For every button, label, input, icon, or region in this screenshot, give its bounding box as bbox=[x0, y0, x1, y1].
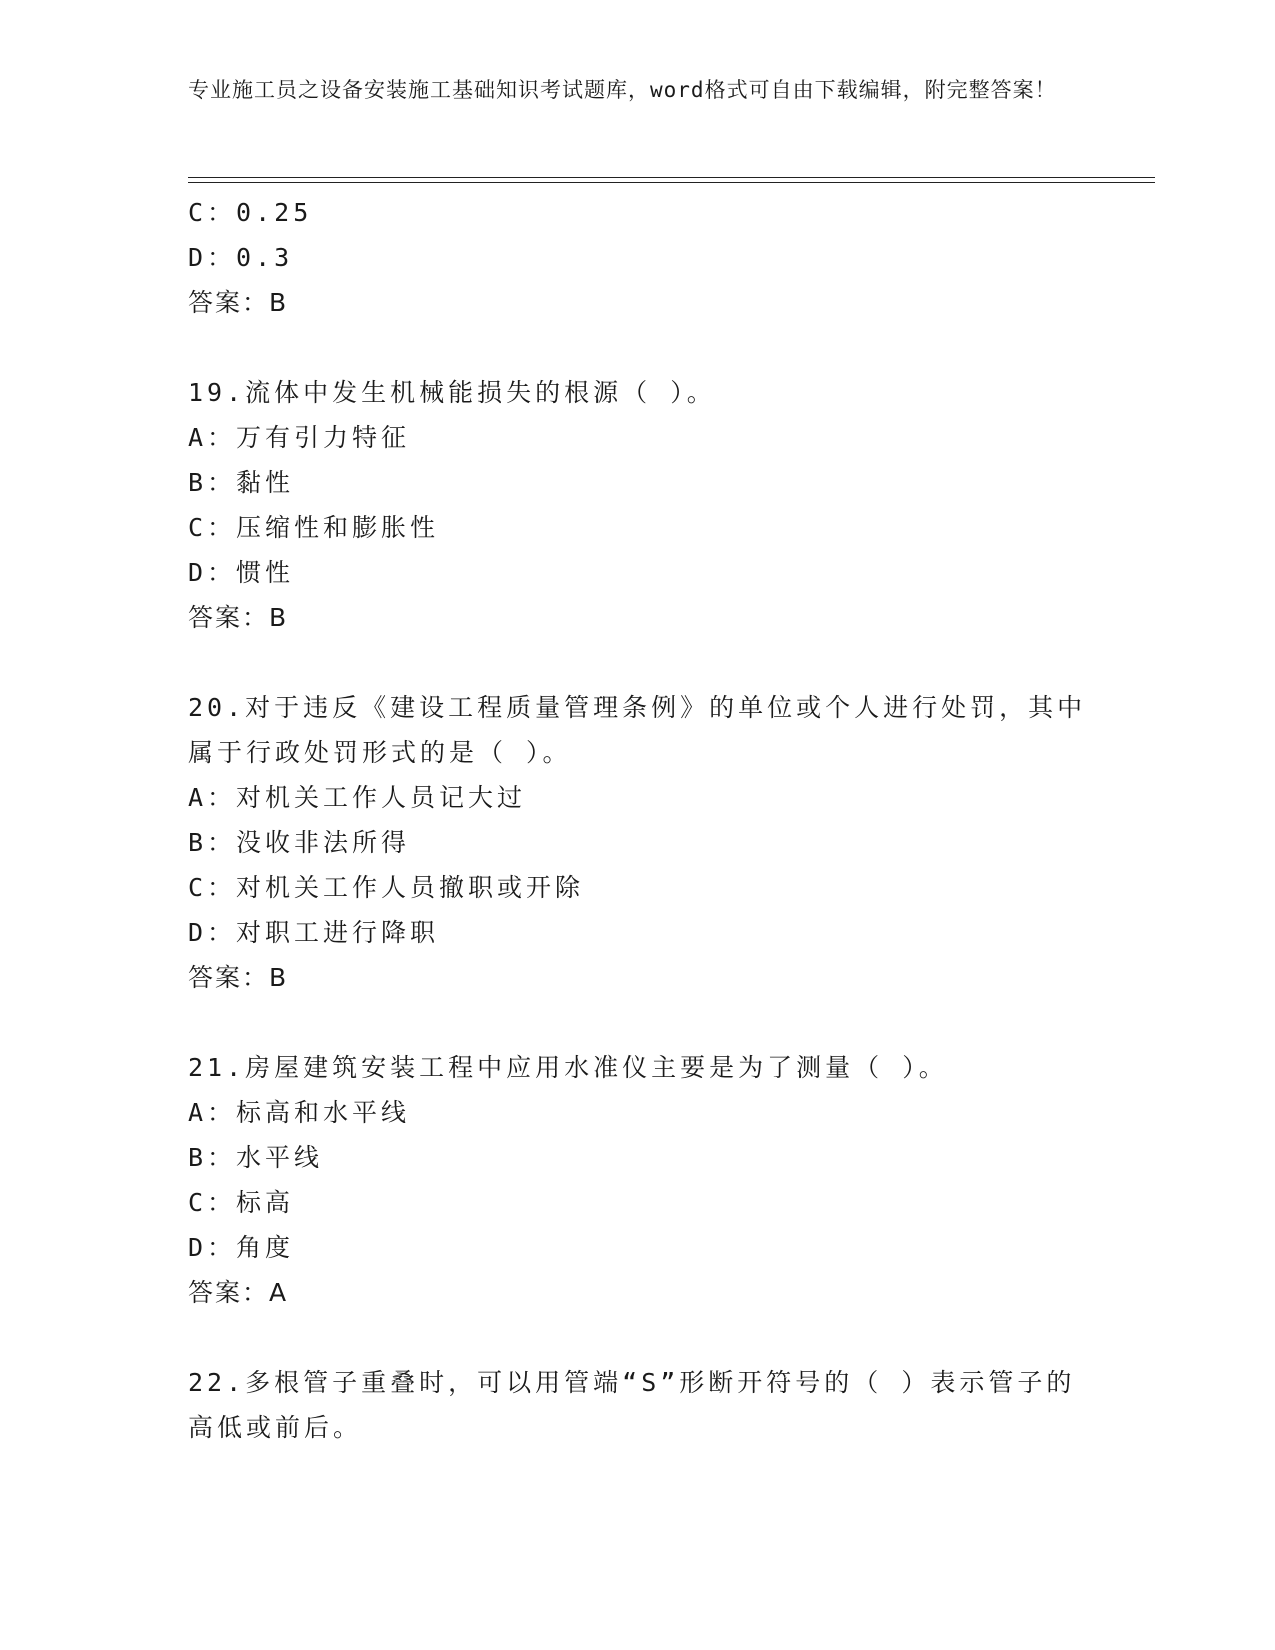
answer-line: 答案：A bbox=[188, 1278, 289, 1307]
option-d: D：角度 bbox=[188, 1233, 295, 1262]
option-b: B：没收非法所得 bbox=[188, 828, 411, 857]
spacer bbox=[188, 1000, 1088, 1045]
page-header: 专业施工员之设备安装施工基础知识考试题库，word格式可自由下载编辑，附完整答案！ bbox=[188, 78, 1057, 102]
option-c: C：标高 bbox=[188, 1188, 295, 1217]
option-a: A：对机关工作人员记大过 bbox=[188, 783, 527, 812]
option-b: B：水平线 bbox=[188, 1143, 324, 1172]
option-c: C：压缩性和膨胀性 bbox=[188, 513, 440, 542]
spacer bbox=[188, 325, 1088, 370]
question-stem: 19.流体中发生机械能损失的根源（ ）。 bbox=[188, 378, 716, 407]
answer-line: 答案：B bbox=[188, 288, 289, 317]
option-a: A：标高和水平线 bbox=[188, 1098, 411, 1127]
option-c: C：0.25 bbox=[188, 198, 313, 227]
option-b: B：黏性 bbox=[188, 468, 295, 497]
option-d: D：对职工进行降职 bbox=[188, 918, 440, 947]
option-d: D：惯性 bbox=[188, 558, 295, 587]
spacer bbox=[188, 1315, 1088, 1360]
question-stem: 22.多根管子重叠时，可以用管端“S”形断开符号的（ ）表示管子的高低或前后。 bbox=[188, 1368, 1076, 1442]
option-c: C：对机关工作人员撤职或开除 bbox=[188, 873, 585, 902]
answer-line: 答案：B bbox=[188, 963, 289, 992]
option-d: D：0.3 bbox=[188, 243, 294, 272]
document-body bbox=[188, 190, 1088, 1450]
option-a: A：万有引力特征 bbox=[188, 423, 411, 452]
header-rule-bottom bbox=[188, 182, 1155, 183]
question-stem: 21.房屋建筑安装工程中应用水准仪主要是为了测量（ ）。 bbox=[188, 1053, 948, 1082]
answer-line: 答案：B bbox=[188, 603, 289, 632]
header-rule-top bbox=[188, 177, 1155, 178]
question-stem: 20.对于违反《建设工程质量管理条例》的单位或个人进行处罚，其中属于行政处罚形式的是（ ）。 bbox=[188, 693, 1087, 767]
spacer bbox=[188, 640, 1088, 685]
